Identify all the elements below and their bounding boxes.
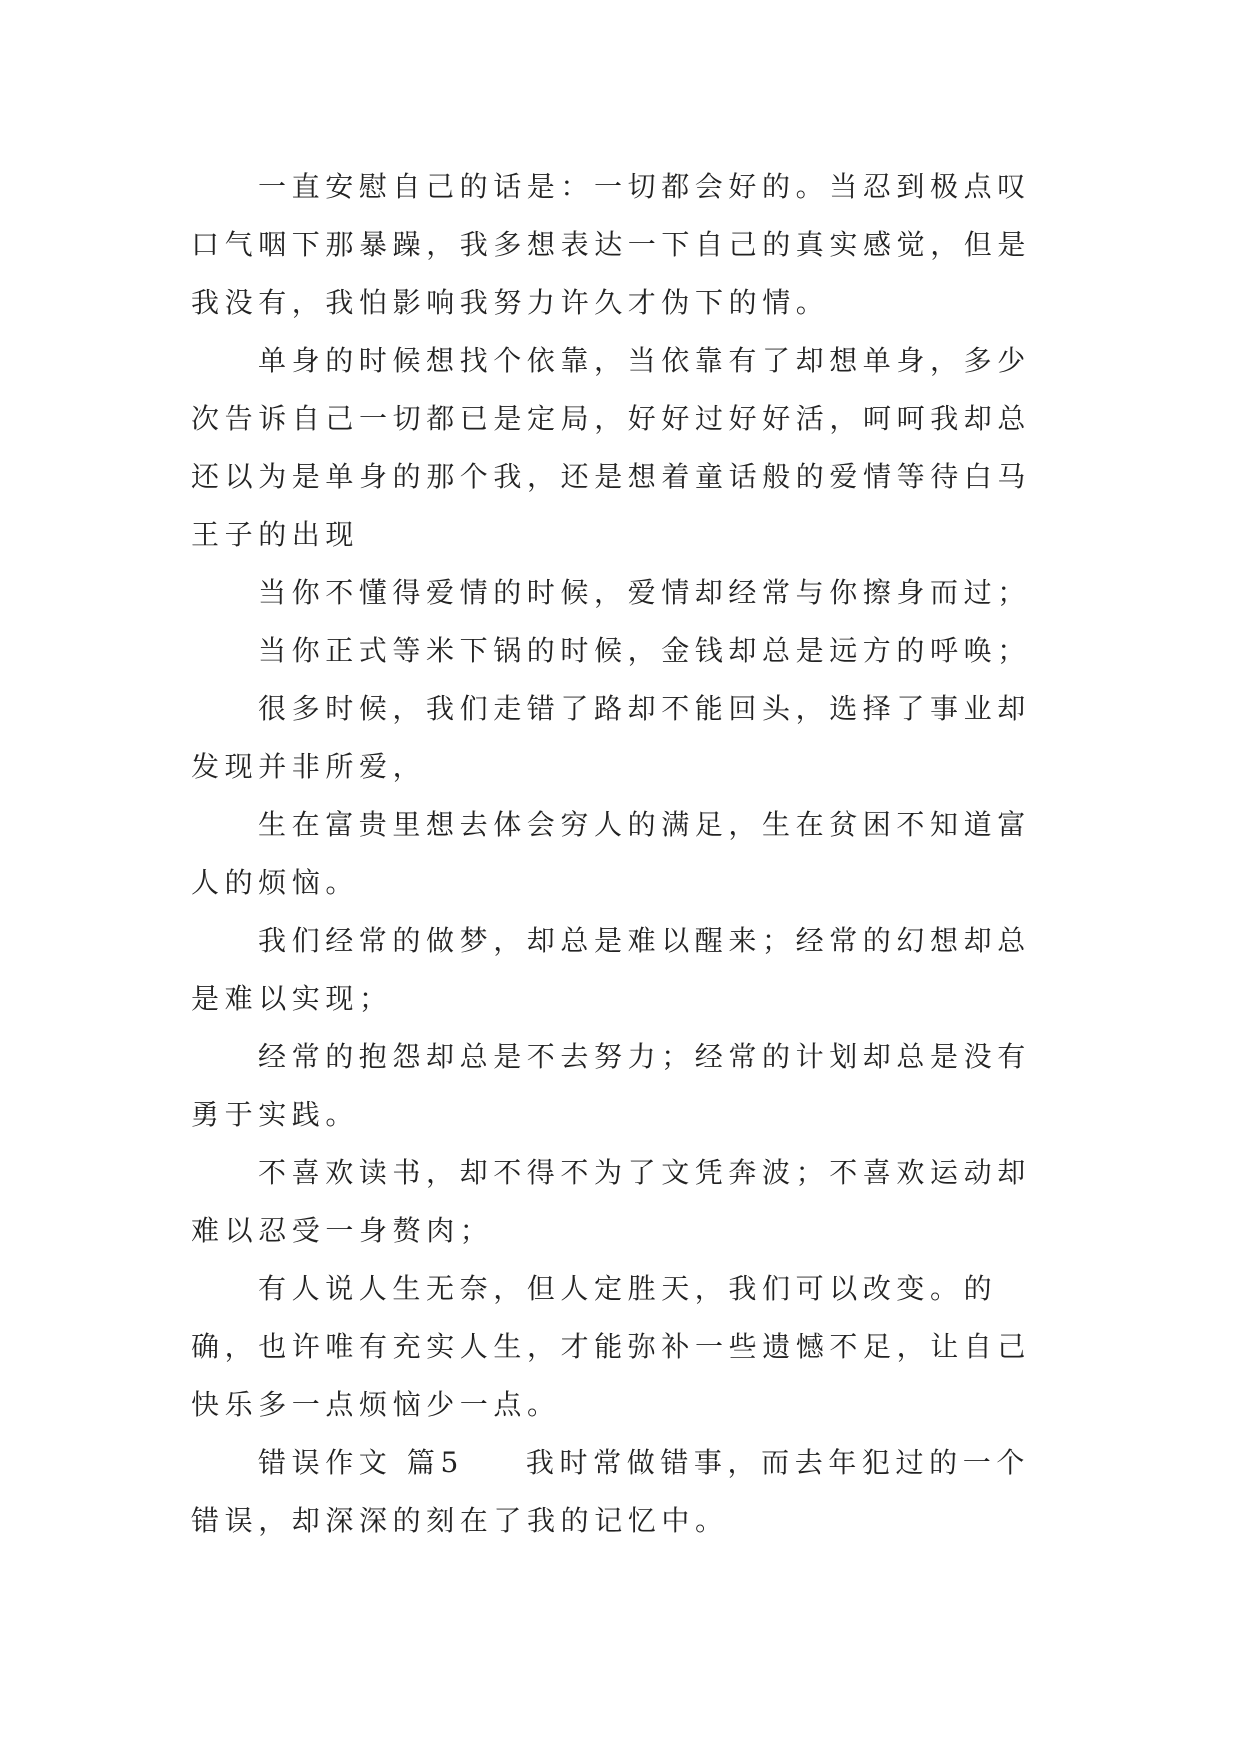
paragraph-5: 很多时候，我们走错了路却不能回头，选择了事业却发现并非所爱，: [191, 692, 1031, 783]
paragraph-10: 有人说人生无奈，但人定胜天，我们可以改变。的确，也许唯有充实人生，才能弥补一些遗憾不足，让自己快乐多一点烦恼少一点。: [191, 1272, 1032, 1421]
paragraph-6: 生在富贵里想去体会穷人的满足，生在贫困不知道富人的烦恼。: [191, 808, 1031, 899]
paragraph-4: 当你正式等米下锅的时候，金钱却总是远方的呼唤；: [258, 634, 1031, 667]
paragraph-9: 不喜欢读书，却不得不为了文凭奔波；不喜欢运动却难以忍受一身赘肉；: [191, 1156, 1031, 1247]
section-heading: 错误作文 篇5: [258, 1446, 464, 1479]
paragraph-2: 单身的时候想找个依靠，当依靠有了却想单身，多少次告诉自己一切都已是定局，好好过好好活，呵呵我却总还以为是单身的那个我，还是想着童话般的爱情等待白马王子的出现: [191, 344, 1032, 551]
section-paragraph: [191, 1434, 1055, 1550]
document-body: [191, 158, 1055, 1550]
section-text: 我时常做错事，而去年犯过的一个错误，却深深的刻在了我的记忆中。: [191, 1446, 1030, 1537]
paragraph-3: 当你不懂得爱情的时候，爱情却经常与你擦身而过；: [258, 576, 1031, 609]
paragraph-7: 我们经常的做梦，却总是难以醒来；经常的幻想却总是难以实现；: [191, 924, 1031, 1015]
paragraph-1: 一直安慰自己的话是：一切都会好的。当忍到极点叹口气咽下那暴躁，我多想表达一下自己的真实感觉，但是我没有，我怕影响我努力许久才伪下的情。: [191, 170, 1032, 319]
paragraph-8: 经常的抱怨却总是不去努力；经常的计划却总是没有勇于实践。: [191, 1040, 1031, 1131]
